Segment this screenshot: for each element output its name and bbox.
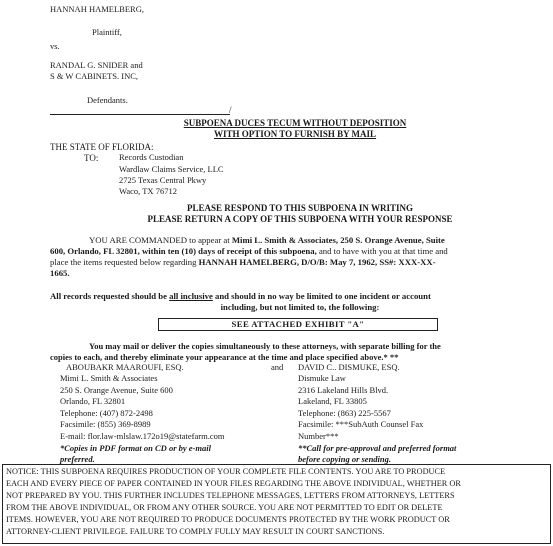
records-all-inclusive: all inclusive (169, 291, 213, 301)
attorney-right-phone: Telephone: (863) 225-5567 (298, 408, 391, 418)
command-subject: HANNAH HAMELBERG, D/O/B: May 7, 1962, SS#: XXX-XX- (198, 257, 436, 267)
attorney-left-address-1: 250 S. Orange Avenue, Suite 600 (60, 385, 173, 395)
exhibit-box (158, 318, 438, 331)
command-deadline: 600, Orlando, FL 32801, within ten (10) days of receipt of this subpoena, (50, 246, 317, 256)
caption-slash: / (229, 105, 232, 115)
notice-line-6: ATTORNEY-CLIENT PRIVILEGE. FAILURE TO COMPLY FULLY MAY RESULT IN COURT SANCTIONS. (6, 527, 385, 536)
caption-rule (50, 114, 230, 115)
records-text-a: All records requested should be (50, 291, 170, 301)
command-text: YOU ARE COMMANDED to appear at (89, 235, 232, 245)
attorney-left-phone: Telephone: (407) 872-2498 (60, 408, 153, 418)
attorney-left-name: ABOUBAKR MAAROUFI, ESQ. (66, 362, 184, 372)
attorney-right-name: DAVID C.. DISMUKE, ESQ. (298, 362, 400, 372)
defendants-label: Defendants. (87, 95, 128, 105)
defendant-line-2: S & W CABINETS. INC, (50, 71, 139, 81)
command-text-3: place the items requested below regarding (50, 257, 199, 267)
notice-line-2: EACH AND EVERY PIECE OF PAPER CONTAINED IN YOUR FILES REGARDING THE ABOVE INDIVIDUAL, WHETHER OR (6, 479, 461, 488)
attorney-left-firm: Mimi L. Smith & Associates (60, 373, 158, 383)
attorney-right-fax-2: Number*** (298, 431, 339, 441)
exhibit-label: SEE ATTACHED EXHIBIT "A" (231, 319, 365, 329)
recipient-line-4: Waco, TX 76712 (119, 186, 177, 196)
command-location: Mimi L. Smith & Associates, 250 S. Orange Avenue, Suite (231, 235, 445, 245)
instruction-line-1: PLEASE RESPOND TO THIS SUBPOENA IN WRITING (187, 203, 413, 213)
command-line-1 (89, 236, 445, 246)
attorney-right-address-2: Lakeland, FL 33805 (298, 396, 367, 406)
subpoena-title-line-2: WITH OPTION TO FURNISH BY MAIL (213, 129, 377, 139)
to-label: TO: (84, 153, 99, 163)
plaintiff-label: Plaintiff, (92, 27, 122, 37)
and-connector: and (271, 362, 284, 372)
records-line-1 (50, 292, 431, 302)
recipient-line-2: Wardlaw Claims Service, LLC (119, 164, 224, 174)
recipient-line-1: Records Custodian (119, 152, 184, 162)
recipient-line-3: 2725 Texas Central Pkwy (119, 175, 207, 185)
records-line-2: including, but not limited to, the following: (220, 302, 380, 312)
attorney-left-note-2: preferred. (60, 454, 95, 464)
notice-line-5: ITEMS. HOWEVER, YOU ARE NOT REQUIRED TO PRODUCE DOCUMENTS PROTECTED BY THE WORK PRODUCT OR (6, 515, 450, 524)
attorney-right-fax: Facsimile: ***SubAuth Counsel Fax (298, 419, 424, 429)
attorney-left-fax: Facsimile: (855) 369-8989 (60, 419, 151, 429)
attorney-left-email: E-mail: flor.law-mlslaw.172o19@statefarm.com (60, 431, 225, 441)
notice-line-1: NOTICE: THIS SUBPOENA REQUIRES PRODUCTION OF YOUR COMPLETE FILE CONTENTS. YOU ARE TO PRODUCE (6, 467, 446, 476)
attorney-right-firm: Dismuke Law (298, 373, 346, 383)
attorney-right-note-2: before copying or sending. (298, 454, 392, 464)
notice-line-4: FROM THE ABOVE INDIVIDUAL, OR FROM ANY OTHER SOURCE. YOU ARE NOT PERMITTED TO EDIT OR DELETE (6, 503, 443, 512)
command-line-4: 1665. (50, 268, 70, 278)
command-text-2: and to have with you at that time and (316, 246, 448, 256)
defendant-line-1: RANDAL G. SNIDER and (50, 60, 143, 70)
attorney-right-note-1: **Call for pre-approval and preferred format (298, 443, 457, 453)
instruction-line-2: PLEASE RETURN A COPY OF THIS SUBPOENA WITH YOUR RESPONSE (147, 214, 453, 224)
notice-line-3: NOT PREPARED BY YOU. THIS FURTHER INCLUDES TELEPHONE MESSAGES, LETTERS FROM ATTORNEYS, LETTERS (6, 491, 455, 500)
attorney-left-note-1: *Copies in PDF format on CD or by e-mail (60, 443, 211, 453)
attorney-right-address-1: 2316 Lakeland Hills Blvd. (298, 385, 389, 395)
attorney-left-address-2: Orlando, FL 32801 (60, 396, 126, 406)
records-text-c: and should in no way be limited to one incident or account (212, 291, 431, 301)
subpoena-title-line-1: SUBPOENA DUCES TECUM WITHOUT DEPOSITION (183, 118, 407, 128)
vs-label: vs. (50, 41, 60, 51)
notice-box (2, 464, 551, 544)
state-heading: THE STATE OF FLORIDA: (50, 142, 154, 152)
plaintiff-name: HANNAH HAMELBERG, (50, 4, 144, 14)
command-line-3 (50, 258, 436, 268)
mail-line-2: copies to each, and thereby eliminate your appearance at the time and place specified above.* ** (50, 352, 399, 362)
command-line-2 (50, 247, 448, 257)
mail-line-1: You may mail or deliver the copies simultaneously to these attorneys, with separate billing for the (89, 341, 441, 351)
